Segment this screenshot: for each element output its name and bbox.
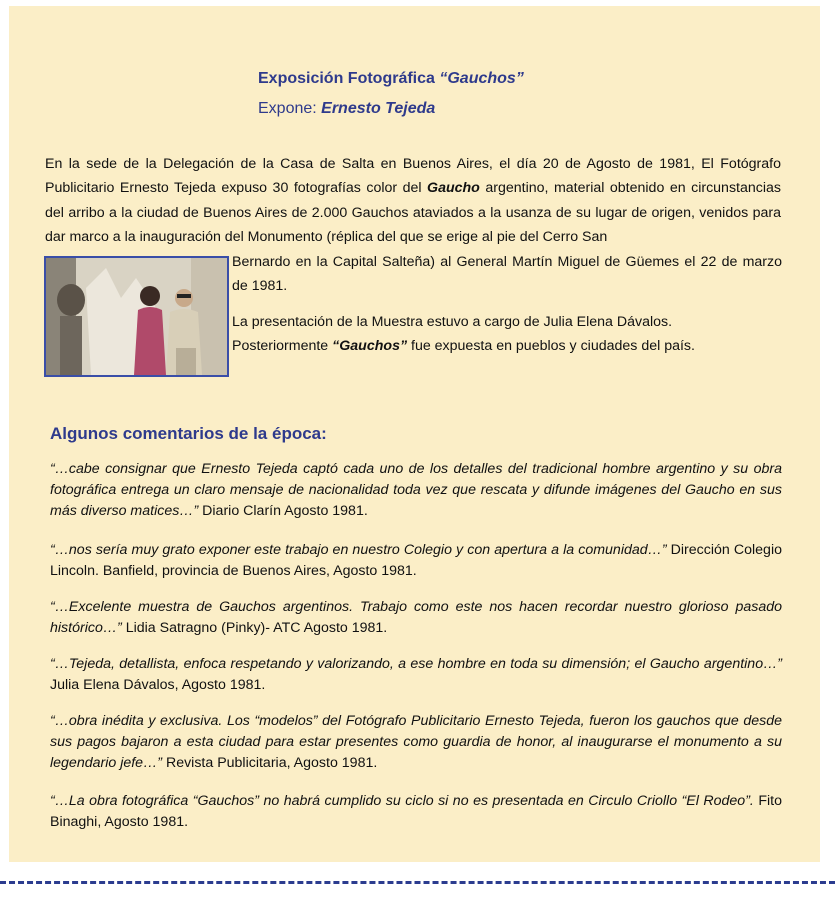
dashed-divider xyxy=(0,881,835,884)
comment-item: “…Excelente muestra de Gauchos argentinos. Trabajo como este nos hacen recordar nuestro glorioso pasado histórico…” Lidia Satragno (Pinky)- ATC Agosto 1981. xyxy=(50,599,782,636)
later-exhibition-note: Posteriormente “Gauchos” fue expuesta en pueblos y ciudades del país. xyxy=(232,338,695,355)
intro-paragraph: En la sede de la Delegación de la Casa de Salta en Buenos Aires, el día 20 de Agosto de 1981, El Fotógrafo Publicitario Ernesto Tejeda expuso 30 fotografías color del Gaucho argentino, material obtenido en circunstancias del arribo a la ciudad de Buenos Aires de 2.000 Gauchos ataviados a la usanza de su lugar de origen, venidos para dar marco a la inauguración del Monumento (réplica del que se erige al pie del Cerro San xyxy=(45,156,781,246)
exhibitor-line: Expone: Ernesto Tejeda xyxy=(258,100,436,117)
exhibition-photo xyxy=(44,256,229,377)
comment-item: “…obra inédita y exclusiva. Los “modelos” del Fotógrafo Publicitario Ernesto Tejeda, fueron los gauchos que desde sus pagos bajaron a esta ciudad para estar presentes como guardia de honor, al inaugurarse el monumento a su legendario jefe…” Revista Publicitaria, Agosto 1981. xyxy=(50,713,782,771)
presentation-note: La presentación de la Muestra estuvo a cargo de Julia Elena Dávalos. xyxy=(232,313,673,330)
comment-item: “…nos sería muy grato exponer este trabajo en nuestro Colegio y con apertura a la comunidad…” Dirección Colegio Lincoln. Banfield, provincia de Buenos Aires, Agosto 1981. xyxy=(50,542,782,579)
comment-item: “…cabe consignar que Ernesto Tejeda captó cada uno de los detalles del tradicional hombre argentino y su obra fotográfica entrega un claro mensaje de nacionalidad toda vez que rescata y difunde imágenes del Gaucho en sus más diverso matices…” Diario Clarín Agosto 1981. xyxy=(50,461,782,519)
exhibition-title: Exposición Fotográfica “Gauchos” xyxy=(258,70,524,87)
comments-heading: Algunos comentarios de la época: xyxy=(50,424,327,443)
comment-item: “…Tejeda, detallista, enfoca respetando y valorizando, a ese hombre en toda su dimensión; el Gaucho argentino…” Julia Elena Dávalos, Agosto 1981. xyxy=(50,656,782,693)
comment-item: “…La obra fotográfica “Gauchos” no habrá cumplido su ciclo si no es presentada en Circulo Criollo “El Rodeo”. Fito Binaghi, Agosto 1981. xyxy=(50,793,783,830)
intro-paragraph-continued: Bernardo en la Capital Salteña) al General Martín Miguel de Güemes el 22 de marzo de 1981. La presentación de la Muestra estuvo a cargo de Julia Elena Dávalos. Posteriormente “Gauchos” fue expuesta en pueblos y ciudades del país. xyxy=(232,250,782,359)
photo-illustration xyxy=(46,258,227,375)
